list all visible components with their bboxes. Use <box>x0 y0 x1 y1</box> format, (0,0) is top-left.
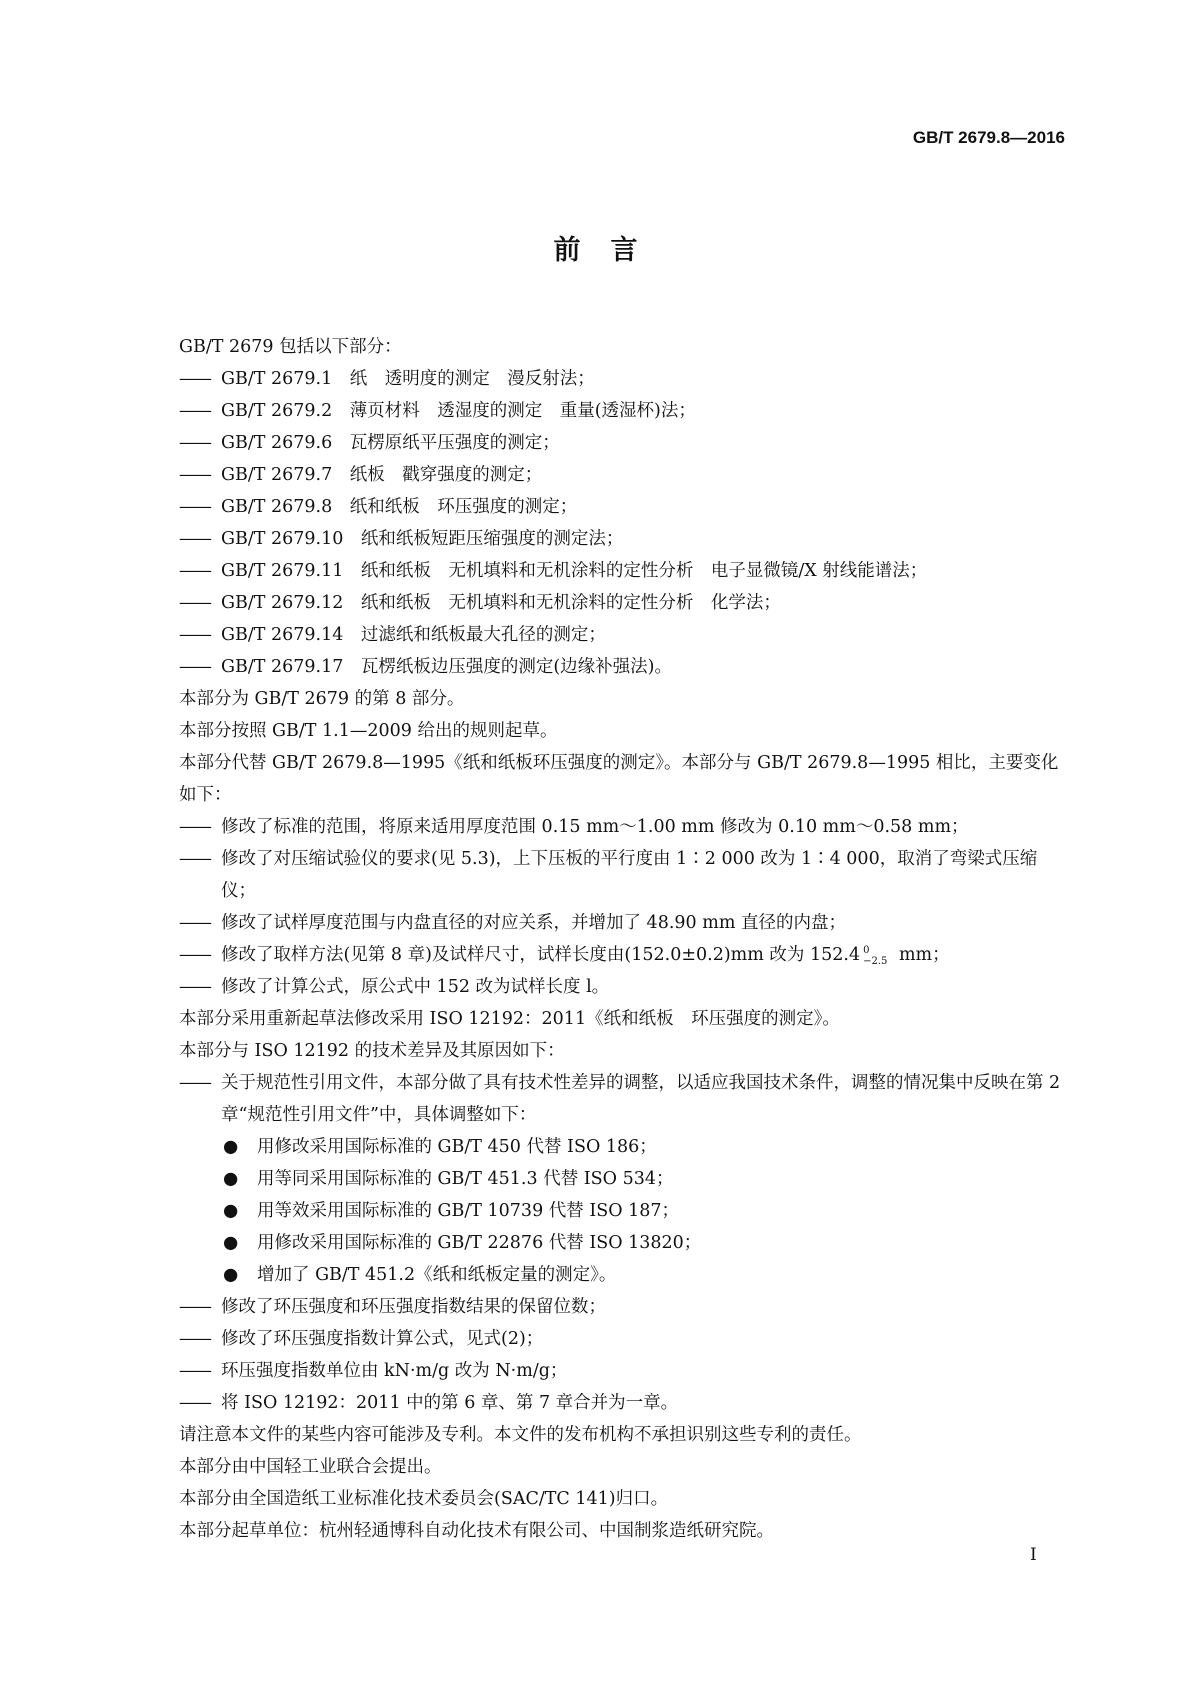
list-item: —— GB/T 2679.12 纸和纸板 无机填料和无机涂料的定性分析 化学法； <box>179 593 781 613</box>
proposed-paragraph: 本部分由中国轻工业联合会提出。 <box>179 1457 442 1477</box>
list-item: —— GB/T 2679.11 纸和纸板 无机填料和无机涂料的定性分析 电子显微镜/X 射线能谱法； <box>179 561 928 581</box>
patent-paragraph: 请注意本文件的某些内容可能涉及专利。本文件的发布机构不承担识别这些专利的责任。 <box>179 1425 862 1445</box>
bullet-item: ● 用等效采用国际标准的 GB/T 10739 代替 ISO 187； <box>179 1195 1065 1227</box>
list-item: —— GB/T 2679.1 纸 透明度的测定 漫反射法； <box>179 369 595 389</box>
part-paragraph: 本部分为 GB/T 2679 的第 8 部分。 <box>179 689 465 709</box>
bullet-icon: ● <box>223 1233 239 1253</box>
bullet-icon: ● <box>223 1265 239 1285</box>
list-item: —— GB/T 2679.7 纸板 戳穿强度的测定； <box>179 465 543 485</box>
list-item: —— GB/T 2679.6 瓦楞原纸平压强度的测定； <box>179 433 560 453</box>
list-item: —— 修改了取样方法(见第 8 章)及试样尺寸，试样长度由(152.0±0.2)mm 改为 152.4 0 −2.5 mm； <box>179 944 950 967</box>
page-number: I <box>1030 1545 1037 1565</box>
list-item: —— GB/T 2679.14 过滤纸和纸板最大孔径的测定； <box>179 625 606 645</box>
tolerance <box>863 945 887 967</box>
bullet-icon: ● <box>223 1169 239 1189</box>
list-item: —— 修改了对压缩试验仪的要求(见 5.3)，上下压板的平行度由 1∶2 000 改为 1∶4 000，取消了弯梁式压缩仪； <box>179 849 1038 901</box>
list-item: —— 关于规范性引用文件，本部分做了具有技术性差异的调整，以适应我国技术条件，调整的情况集中反映在第 2 章“规范性引用文件”中，具体调整如下： <box>179 1073 1061 1125</box>
list-item: —— GB/T 2679.2 薄页材料 透湿度的测定 重量(透湿杯)法； <box>179 401 696 421</box>
page-title: 前言 <box>553 235 668 266</box>
list-item: —— 修改了计算公式，原公式中 152 改为试样长度 l。 <box>179 977 610 997</box>
bullet-list <box>179 1131 1065 1291</box>
parts-list <box>179 363 1065 683</box>
drafters-paragraph: 本部分起草单位：杭州轻通博科自动化技术有限公司、中国制浆造纸研究院。 <box>179 1521 774 1541</box>
list-item: —— 修改了环压强度和环压强度指数结果的保留位数； <box>179 1297 606 1317</box>
centralized-paragraph: 本部分由全国造纸工业标准化技术委员会(SAC/TC 141)归口。 <box>179 1489 669 1509</box>
bullet-icon: ● <box>223 1137 239 1157</box>
bullet-item: ● 用等同采用国际标准的 GB/T 451.3 代替 ISO 534； <box>179 1163 1065 1195</box>
bullet-icon: ● <box>223 1201 239 1221</box>
rules-paragraph: 本部分按照 GB/T 1.1—2009 给出的规则起草。 <box>179 721 558 741</box>
list-item: —— 修改了环压强度指数计算公式，见式(2)； <box>179 1329 544 1349</box>
bullet-item: ● 用修改采用国际标准的 GB/T 450 代替 ISO 186； <box>179 1131 1065 1163</box>
bullet-item: ● 增加了 GB/T 451.2《纸和纸板定量的测定》。 <box>179 1259 1065 1291</box>
changes-list <box>179 811 1065 1003</box>
replace-paragraph: 本部分代替 GB/T 2679.8—1995《纸和纸板环压强度的测定》。本部分与 GB/T 2679.8—1995 相比，主要变化如下： <box>179 753 1059 805</box>
adopt-paragraph: 本部分采用重新起草法修改采用 ISO 12192：2011《纸和纸板 环压强度的测定》。 <box>179 1009 840 1029</box>
diff-paragraph: 本部分与 ISO 12192 的技术差异及其原因如下： <box>179 1041 565 1061</box>
list-item: —— 修改了试样厚度范围与内盘直径的对应关系，并增加了 48.90 mm 直径的内盘； <box>179 913 846 933</box>
diffs-list <box>179 1291 1065 1419</box>
intro-paragraph: GB/T 2679 包括以下部分： <box>179 337 402 357</box>
list-item: —— GB/T 2679.10 纸和纸板短距压缩强度的测定法； <box>179 529 624 549</box>
list-item: —— 将 ISO 12192：2011 中的第 6 章、第 7 章合并为一章。 <box>179 1393 679 1413</box>
list-item: —— GB/T 2679.17 瓦楞纸板边压强度的测定(边缘补强法)。 <box>179 657 672 677</box>
list-item: —— GB/T 2679.8 纸和纸板 环压强度的测定； <box>179 497 578 517</box>
list-item: —— 修改了标准的范围，将原来适用厚度范围 0.15 mm～1.00 mm 修改为 0.10 mm～0.58 mm； <box>179 817 969 837</box>
bullet-item: ● 用修改采用国际标准的 GB/T 22876 代替 ISO 13820； <box>179 1227 1065 1259</box>
tolerance-lower: −2.5 <box>863 955 888 967</box>
tolerance-upper: 0 <box>863 944 870 956</box>
list-item: —— 环压强度指数单位由 kN·m/g 改为 N·m/g； <box>179 1361 568 1381</box>
standard-number: GB/T 2679.8—2016 <box>912 128 1065 147</box>
foreword-body <box>179 331 1065 1547</box>
